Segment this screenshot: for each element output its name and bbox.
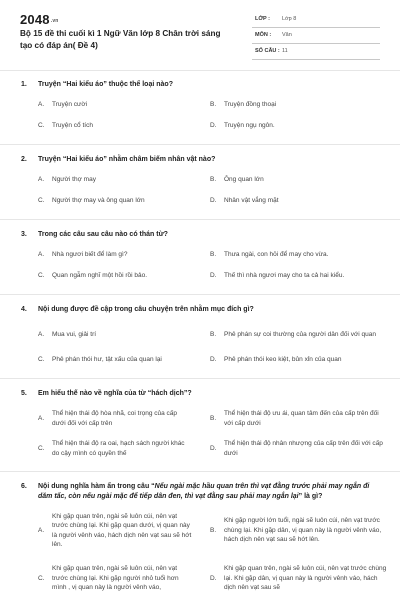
option-d[interactable] [200,556,400,600]
option-grid [0,399,400,465]
option-c[interactable] [0,351,200,372]
logo-suffix: .vn [50,17,59,24]
option-letter: C. [38,356,45,364]
question-number: 1. [21,81,27,88]
option-text: Truyện ngụ ngôn. [224,122,275,130]
option-text: Nhà ngươi biết để làm gì? [52,251,128,259]
option-text: Thể hiện thái độ ra oai, hạch sách người khác do cậy mình có quyền thế [52,440,185,457]
option-text: Nhân vật vắng mặt [224,197,279,205]
option-text: Người thợ may [52,176,96,184]
question-number: 4. [21,306,27,313]
option-letter: D. [210,122,217,130]
option-text: Thế thì nhà ngươi may cho ta cả hai kiểu. [224,272,345,280]
question-stem: Em hiểu thế nào về nghĩa của từ “hách dịch”? [38,390,192,397]
option-letter: A. [38,176,45,184]
question-text [0,389,400,399]
option-letter: C. [38,197,45,205]
option-letter: B. [210,101,217,109]
option-grid [0,315,400,372]
question-2 [0,145,400,220]
option-grid [0,165,400,213]
option-text: Ông quan lớn [224,176,264,184]
meta-value: 11 [282,48,288,54]
option-d[interactable] [200,117,400,138]
option-c[interactable] [0,117,200,138]
option-c[interactable] [0,556,200,600]
option-a[interactable] [0,171,200,192]
option-text: Thể hiện thái độ hòa nhã, coi trọng của cấp dưới đối với cấp trên [52,410,178,427]
option-letter: B. [210,330,217,338]
meta-value: Lớp 8 [282,16,297,22]
meta-key: MÔN : [255,32,272,38]
option-grid [0,502,400,600]
meta-row-question-count [252,44,380,60]
option-a[interactable] [0,246,200,267]
option-text: Khi gặp người lớn tuổi, ngài sẽ luôn cúi, nên vạt trước chùng lại. Khi gặp dân, vị quan này là người vênh váo, hách dịch nên vạt sau sẽ hớt lên. [224,517,382,544]
option-d[interactable] [200,351,400,372]
option-text: Truyện cười [52,101,88,109]
option-text: Quan ngẫm nghĩ một hồi rồi bảo. [52,272,148,280]
question-stem: Truyện “Hai kiểu áo” thuộc thể loại nào? [38,81,173,88]
option-letter: B. [210,414,217,422]
meta-row-subject [252,28,380,44]
question-number: 6. [21,483,27,490]
exam-meta-table [252,12,380,60]
option-letter: C. [38,122,45,130]
question-stem: Truyện “Hai kiểu áo” nhằm châm biếm nhân vật nào? [38,156,216,163]
meta-row-grade [252,12,380,28]
option-a[interactable] [0,508,200,556]
option-letter: D. [210,272,217,280]
question-stem: Nội dung được đề cập trong câu chuyện trên nhằm mục đích gì? [38,306,254,313]
question-list [0,70,400,600]
option-a[interactable] [0,321,200,351]
site-logo[interactable] [20,12,59,27]
option-letter: B. [210,176,217,184]
option-letter: D. [210,197,217,205]
option-letter: D. [210,574,217,582]
option-d[interactable] [200,435,400,465]
meta-key: LỚP : [255,16,270,22]
page-title: Bộ 15 đề thi cuối kì 1 Ngữ Văn lớp 8 Chân trời sáng tạo có đáp án( Đề 4) [20,29,221,50]
option-d[interactable] [200,267,400,288]
option-text: Thưa ngài, con hỏi để may cho vừa. [224,251,329,259]
option-letter: C. [38,574,45,582]
meta-key: SỐ CÂU : [255,48,280,54]
option-text: Khi gặp quan trên, ngài sẽ luôn cúi, nên vạt trước chùng lại. Khi gặp dân, vị quan này là người vênh váo, hách dịch nên vạt sau sẽ [224,565,387,592]
option-c[interactable] [0,267,200,288]
question-number: 3. [21,231,27,238]
option-letter: A. [38,414,45,422]
question-stem: Trong các câu sau câu nào có thán từ? [38,231,168,238]
option-b[interactable] [200,405,400,435]
option-a[interactable] [0,405,200,435]
option-b[interactable] [200,96,400,117]
question-text [0,155,400,165]
option-text: Khi gặp quan trên, ngài sẽ luôn cúi, nên vạt trước chùng lại. Khi gặp quan dưới, vị quan này là người vênh váo, hách dịch nên vạt sau sẽ hớt lên. [52,512,192,548]
option-text: Truyện đồng thoại [224,101,277,109]
option-c[interactable] [0,192,200,213]
option-grid [0,90,400,138]
option-letter: A. [38,330,45,338]
option-text: Phê phán thói hư, tật xấu của quan lại [52,356,162,364]
question-number: 2. [21,156,27,163]
option-grid [0,240,400,288]
question-stem-prefix: Nội dung nghĩa hàm ẩn trong câu “ [38,483,155,490]
question-text [0,230,400,240]
option-letter: D. [210,444,217,452]
question-number: 5. [21,390,27,397]
option-b[interactable] [200,246,400,267]
meta-value: Văn [282,32,292,38]
option-text: Khi gặp quan trên, ngài sẽ luôn cúi, nên vạt trước chùng lại. Khi gặp người nhỏ tuổi hơn mình , vị quan này là người vênh váo, [52,565,179,592]
option-text: Mua vui, giải trí [52,330,97,338]
question-text [0,305,400,315]
option-letter: B. [210,526,217,534]
option-letter: D. [210,356,217,364]
option-text: Thể hiện thái độ ưu ái, quan tâm đến của cấp trên đối với cấp dưới [224,410,379,427]
option-b[interactable] [200,508,400,556]
question-stem-suffix: ” là gì? [298,493,323,500]
question-quote: Nếu ngài mặc hầu quan trên thì vạt đằng trước phải may ngắn đi dăm tấc, còn nếu ngài mặc để tiếp dân đen, thì vạt đằng sau phải may ngắn lại [38,483,370,500]
question-3 [0,220,400,295]
option-letter: C. [38,444,45,452]
option-letter: A. [38,251,45,259]
option-b[interactable] [200,171,400,192]
option-letter: B. [210,251,217,259]
question-1 [0,70,400,145]
option-text: Thể hiện thái độ nhân nhượng của cấp trên đối với cấp dưới [224,440,383,457]
page-header [0,0,400,64]
logo-main: 2048 [20,12,50,27]
question-4 [0,295,400,379]
option-letter: C. [38,272,45,280]
question-text [0,80,400,90]
option-letter: A. [38,526,45,534]
option-b[interactable] [200,321,400,351]
option-text: Truyện cổ tích [52,122,93,130]
option-text: Người thợ may và ông quan lớn [52,197,145,205]
question-text [0,482,400,502]
question-5 [0,379,400,472]
option-a[interactable] [0,96,200,117]
option-letter: A. [38,101,45,109]
question-6 [0,472,400,600]
option-d[interactable] [200,192,400,213]
option-text: Phê phán sự coi thường của người dân đối với quan [224,330,376,338]
option-c[interactable] [0,435,200,465]
option-text: Phê phán thói keo kiệt, bủn xỉn của quan [224,356,342,364]
